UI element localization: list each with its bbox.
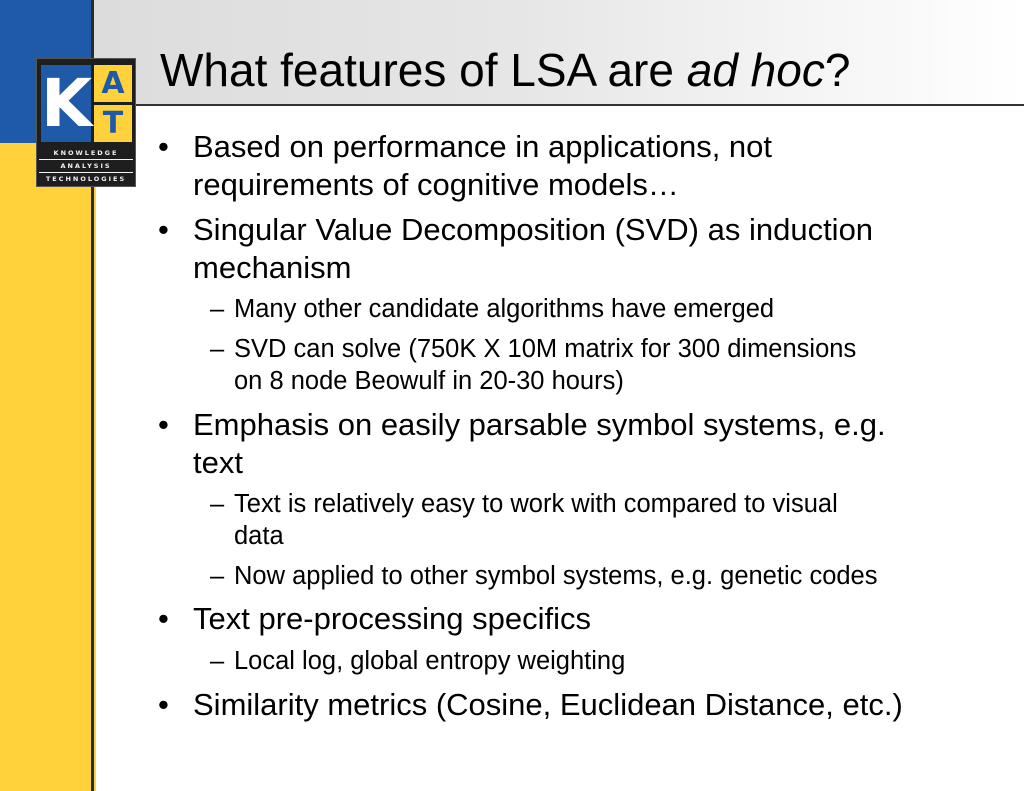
bullet-item <box>158 211 874 287</box>
dash-marker: – <box>210 490 225 518</box>
bullet-text-line: Emphasis on easily parsable symbol systems, e.g. <box>193 407 886 442</box>
bullet-text-line: Based on performance in applications, not <box>193 129 773 164</box>
bullet-item <box>158 686 903 724</box>
sub-bullet-item <box>210 488 838 552</box>
bullet-text-line: mechanism <box>193 250 352 285</box>
bullet-marker: • <box>158 407 169 442</box>
sub-bullet-text-line: on 8 node Beowulf in 20-30 hours) <box>234 367 624 395</box>
sub-bullet-item <box>210 293 775 325</box>
bullet-item <box>158 128 773 204</box>
bullet-item <box>158 406 886 482</box>
title-italic-text: ad hoc <box>686 44 825 96</box>
sub-bullet-item <box>210 560 878 592</box>
bullet-text-line: Similarity metrics (Cosine, Euclidean Distance, etc.) <box>193 687 903 722</box>
sub-bullet-text-line: Local log, global entropy weighting <box>234 647 626 675</box>
sub-bullet-item <box>210 645 626 677</box>
dash-marker: – <box>210 562 225 590</box>
logo-letter-k: K <box>41 65 93 142</box>
bullet-text-line: text <box>193 445 243 480</box>
sub-bullet-text-line: SVD can solve (750K X 10M matrix for 300 dimensions <box>234 335 857 363</box>
bullet-marker: • <box>158 601 169 636</box>
bullet-marker: • <box>158 212 169 247</box>
title-text: What features of LSA are <box>160 44 687 96</box>
sub-bullet-text-line: data <box>234 522 284 550</box>
logo-letter-a: A <box>94 65 132 102</box>
bullet-text-line: Singular Value Decomposition (SVD) as induction <box>193 212 874 247</box>
logo-letter-t: T <box>94 105 132 142</box>
sub-bullet-text-line: Now applied to other symbol systems, e.g. genetic codes <box>234 562 878 590</box>
bullet-marker: • <box>158 129 169 164</box>
bullet-text-line: Text pre-processing specifics <box>193 601 591 636</box>
sub-bullet-text-line: Text is relatively easy to work with compared to visual <box>234 490 838 518</box>
dash-marker: – <box>210 647 225 675</box>
logo-word-analysis: ANALYSIS <box>39 159 133 172</box>
title-suffix: ? <box>824 44 851 96</box>
bullet-text-line: requirements of cognitive models… <box>193 167 679 202</box>
logo-word-knowledge: KNOWLEDGE <box>53 149 119 157</box>
sub-bullet-text-line: Many other candidate algorithms have emerged <box>234 295 775 323</box>
bullet-item <box>158 600 591 638</box>
bullet-marker: • <box>158 687 169 722</box>
logo-word-technologies: TECHNOLOGIES <box>39 172 133 185</box>
dash-marker: – <box>210 295 225 323</box>
sub-bullet-item <box>210 333 857 397</box>
dash-marker: – <box>210 335 225 363</box>
